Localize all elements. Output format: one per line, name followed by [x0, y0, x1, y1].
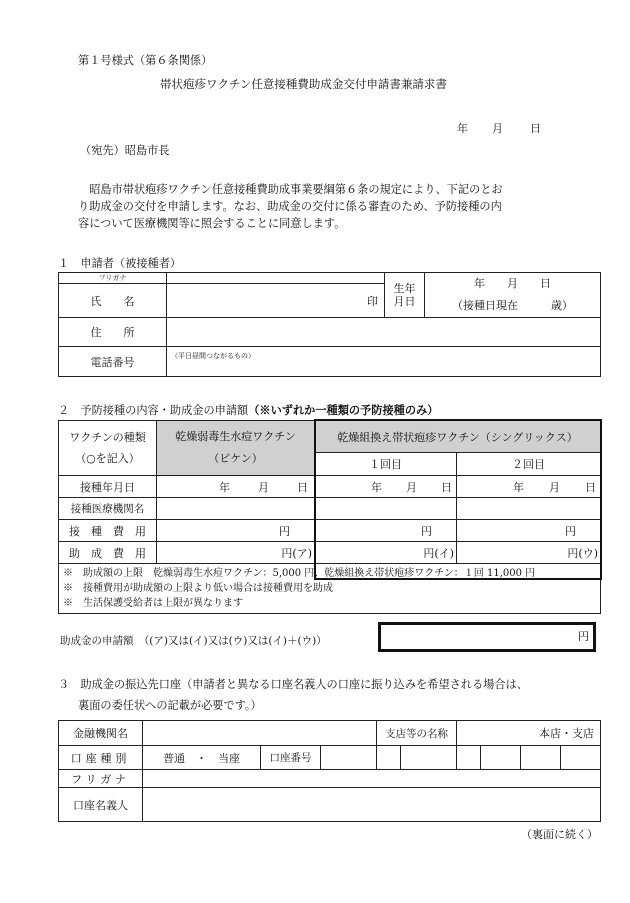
row-label-date: 接種年月日 [59, 476, 157, 498]
holder-furigana-field[interactable] [143, 770, 601, 788]
dose2-subsidy-field[interactable]: 円(ウ) [457, 542, 601, 564]
dose2-header: ２回目 [457, 453, 601, 476]
intro-line: り助成金の交付を申請します。なお、助成金の交付に係る審査のため、予防接種の内 [78, 200, 502, 213]
date-year-label: 年 [457, 122, 468, 135]
dose1-cost-field[interactable]: 円 [315, 520, 457, 542]
seal-mark: 印 [367, 294, 378, 308]
ymd-month: 月 [406, 480, 417, 494]
section2-heading-text: ２ 予防接種の内容・助成金の申請額 [58, 404, 249, 417]
document-title: 帯状疱疹ワクチン任意接種費助成金交付申請書兼請求書 [160, 77, 447, 91]
account-digit-3[interactable] [401, 746, 457, 770]
intro-line: 昭島市帯状疱疹ワクチン任意接種費助成事業要綱第６条の規定により、下記のとお [89, 183, 503, 196]
bank-account-table [58, 720, 601, 822]
birth-date-field[interactable] [425, 273, 601, 318]
live-subsidy-field[interactable]: 円(ア) [157, 542, 315, 564]
birth-label-line2: 月日 [393, 295, 416, 308]
birth-ymd: 年 月 日 [474, 277, 551, 290]
branch-suffix: 本店・支店 [539, 727, 594, 740]
vaccine-type-text: ワクチンの種類 [69, 431, 146, 444]
live-cost-field[interactable]: 円 [157, 520, 315, 542]
date-month-label: 月 [492, 122, 503, 135]
bank-name-field[interactable] [143, 721, 377, 746]
request-yen: 円 [578, 630, 589, 643]
account-digit-4[interactable] [457, 746, 481, 770]
row-label-facility: 接種医療機関名 [59, 498, 157, 520]
mark-instruction: （○を記入） [75, 452, 140, 465]
request-amount-label: 助成金の申請額 （(ア)又は(イ)又は(ウ)又は(イ)＋(ウ)） [60, 635, 327, 647]
bank-name-label: 金融機関名 [59, 721, 143, 746]
request-amount-field[interactable] [378, 622, 596, 652]
vaccine-type-label [59, 421, 157, 476]
section1-heading: １ 申請者（被接種者） [58, 257, 182, 270]
account-digit-7[interactable] [561, 746, 601, 770]
section2-heading [58, 402, 438, 418]
ymd-year: 年 [219, 480, 230, 494]
dose2-date-field[interactable] [457, 476, 601, 498]
note-line: ※ 助成額の上限 乾燥弱毒生水痘ワクチン：5,000 円、乾燥組換え帯状疱疹ワクチン：１回 11,000 円 [63, 568, 536, 579]
address-field[interactable] [167, 318, 601, 347]
row-label-subsidy: 助 成 費 用 [59, 542, 157, 564]
ymd-month: 月 [258, 480, 269, 494]
recomb-vaccine-option[interactable]: 乾燥組換え帯状疱疹ワクチン（シングリックス） [315, 421, 601, 453]
live-vaccine-option[interactable] [157, 421, 315, 476]
notes-cell [59, 564, 601, 614]
phone-label: 電話番号 [59, 347, 167, 377]
note-line: ※ 接種費用が助成額の上限より低い場合は接種費用を助成 [63, 583, 333, 594]
note-line: ※ 生活保護受給者は上限が異なります [63, 598, 243, 609]
section2-heading-bold: （※いずれか一種類の予防接種のみ） [248, 403, 439, 417]
holder-name-label: 口座名義人 [59, 788, 143, 822]
ymd-day: 日 [297, 480, 308, 494]
holder-name-field[interactable] [143, 788, 601, 822]
ymd-month: 月 [549, 480, 560, 494]
holder-furigana-label: フリガナ [59, 770, 143, 788]
branch-name-label: 支店等の名称 [377, 721, 457, 746]
date-day-label: 日 [530, 122, 541, 135]
dose1-subsidy-field[interactable]: 円(イ) [315, 542, 457, 564]
ymd-day: 日 [441, 480, 452, 494]
applicant-table [58, 272, 601, 377]
account-type-options[interactable]: 普通 ・ 当座 [143, 746, 261, 770]
furigana-field[interactable] [167, 273, 385, 284]
account-digit-6[interactable] [521, 746, 561, 770]
section3-heading-line2: 裏面の委任状への記載が必要です。） [78, 699, 262, 712]
account-type-label: 口座種別 [59, 746, 143, 770]
account-digit-2[interactable] [377, 746, 401, 770]
live-facility-field[interactable] [157, 498, 315, 520]
dose1-header: １回目 [315, 453, 457, 476]
address-label: 住 所 [59, 318, 167, 347]
birth-label-line1: 生年 [393, 282, 416, 295]
branch-name-field[interactable] [457, 721, 601, 746]
ymd-day: 日 [585, 480, 596, 494]
live-vaccine-brand: （ビケン） [208, 452, 263, 465]
account-number-label: 口座番号 [261, 746, 321, 770]
phone-note: （平日昼間つながるもの） [171, 352, 255, 360]
account-digit-5[interactable] [481, 746, 521, 770]
ymd-year: 年 [513, 480, 524, 494]
name-label: 氏 名 [59, 284, 167, 318]
dose2-facility-field[interactable] [457, 498, 601, 520]
addressee: （宛先）昭島市長 [80, 144, 170, 157]
ymd-year: 年 [371, 480, 382, 494]
intro-paragraph [78, 181, 548, 232]
section3-heading: ３ 助成金の振込先口座（申請者と異なる口座名義人の口座に振り込みを希望される場合は、 [58, 678, 528, 691]
name-field[interactable] [167, 284, 385, 318]
dose1-date-field[interactable] [315, 476, 457, 498]
live-date-field[interactable] [157, 476, 315, 498]
row-label-cost: 接 種 費 用 [59, 520, 157, 542]
intro-line: 容について医療機関等に照会することに同意します。 [78, 217, 346, 230]
continued-note: （裏面に続く） [521, 828, 598, 841]
account-digit-1[interactable] [321, 746, 377, 770]
dose1-facility-field[interactable] [315, 498, 457, 520]
form-number: 第１号様式（第６条関係） [78, 54, 213, 67]
furigana-label: フリガナ [59, 273, 167, 284]
live-vaccine-name: 乾燥弱毒生水痘ワクチン [175, 430, 296, 443]
dose2-cost-field[interactable]: 円 [457, 520, 601, 542]
birth-age: （接種日現在 歳） [452, 299, 573, 312]
birth-label [385, 273, 425, 318]
vaccination-table [58, 420, 601, 614]
phone-field[interactable] [167, 347, 601, 377]
